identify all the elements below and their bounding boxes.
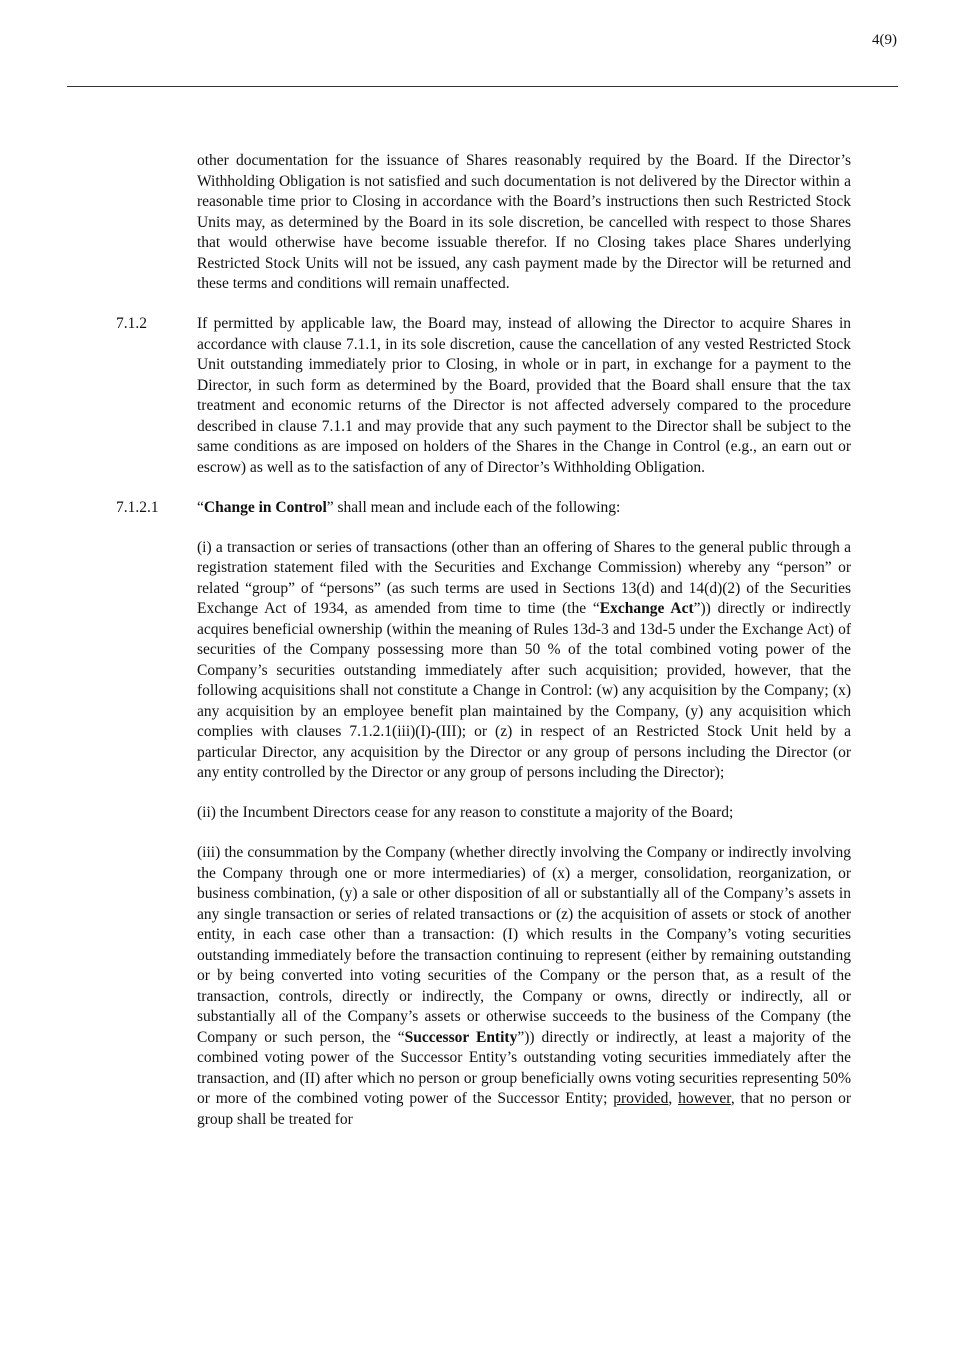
clause-heading: [197, 498, 851, 519]
page-number: 4(9): [872, 32, 897, 48]
defined-term-change-in-control: Change in Control: [203, 498, 327, 516]
sub-item-text: ”)) directly or indirectly acquires beneficial ownership (within the meaning of Rules 13d-3 and 13d-5 under the Exchange Act) of securities of the Company possessing more than 50 % of the total combined voting power of the Company’s securities outstanding immediately after such acquisition; provided, however, that the following acquisitions shall not constitute a Change in Control: (w) any acquisition by the Company; (x) any acquisition by an employee benefit plan maintained by the Company, (y) any acquisition which complies with clauses 7.1.2.1(iii)(I)-(III); or (z) in respect of an Restricted Stock Unit held by a particular Director, any acquisition by the Director or any group of persons including the Director (or any entity controlled by the Director or any group of persons including the Director);: [197, 600, 851, 781]
sub-item-ii: [197, 803, 851, 824]
clause-7-1-2-1: [116, 498, 851, 519]
sub-item-text: (ii) the Incumbent Directors cease for any reason to constitute a majority of the Board;: [197, 804, 734, 821]
clause-heading-rest: ” shall mean and include each of the following:: [326, 498, 621, 516]
open-quote: “: [197, 498, 204, 516]
sub-item-text: (i) a transaction or series of transactions (other than an offering of Shares to the general public through a registration statement filed with the Securities and Exchange Commission) whereby any “person” or related “group” of “persons” (as such terms are used in Sections 13(d) and 14(d)(2) of the Securities Exchange Act of 1934, as amended from time to time (the “: [197, 538, 851, 617]
header-divider: [67, 86, 898, 87]
clause-text: If permitted by applicable law, the Board may, instead of allowing the Director to acquire Shares in accordance with clause 7.1.1, in its sole discretion, cause the cancellation of any vested Restricted Stock Unit outstanding immediately prior to Closing, in whole or in part, in exchange for a payment to the Director, in such form as determined by the Board, provided that the Board shall ensure that the tax treatment and economic returns of the Director is not affected adversely compared to the procedure described in clause 7.1.1 and may provide that any such payment to the Director shall be subject to the same conditions as are imposed on holders of the Shares in the Change in Control (e.g., an earn out or escrow) as well as to the satisfaction of any of Director’s Withholding Obligation.: [197, 315, 851, 476]
continuation-paragraph: [197, 151, 851, 295]
clause-number: 7.1.2.1: [116, 498, 159, 516]
clause-7-1-2: [116, 314, 851, 478]
sub-item-i: [197, 538, 851, 784]
clause-number: 7.1.2: [116, 315, 147, 332]
sub-item-text: , that no person or group shall be treated for: [197, 1090, 852, 1128]
underlined-however: however: [678, 1090, 731, 1107]
sub-item-text: ”)) directly or indirectly, at least a majority of the combined voting power of the Successor Entity’s outstanding voting securities immediately after the transaction, and (II) after which no person or group beneficially owns voting securities representing 50% or more of the combined voting power of the Successor Entity;: [197, 1028, 851, 1107]
continuation-text: other documentation for the issuance of Shares reasonably required by the Board. If the Director’s Withholding Obligation is not satisfied and such documentation is not delivered by the Director within a reasonable time prior to Closing in accordance with the Board’s instructions then such Restricted Stock Units may, as determined by the Board in its sole discretion, be cancelled with respect to those Shares that would otherwise have become issuable therefor. If no Closing takes place Shares underlying Restricted Stock Units will not be issued, any cash payment made by the Director will be returned and these terms and conditions will remain unaffected.: [197, 152, 851, 292]
underlined-provided: provided: [613, 1090, 669, 1107]
sub-item-text: (iii) the consummation by the Company (whether directly involving the Company or indirectly involving the Company through one or more intermediaries) of (x) a merger, consolidation, reorganization, or business combination, (y) a sale or other disposition of all or substantially all of the Company’s assets in any single transaction or series of related transactions or (z) the acquisition of assets or stock of another entity, in each case other than a transaction: (I) which results in the Company’s voting securities outstanding immediately before the transaction continuing to represent (either by remaining outstanding or by being converted into voting securities of the Company or the person that, as a result of the transaction, controls, directly or indirectly, the Company or owns, directly or indirectly, all or substantially all of the Company’s assets or otherwise succeeds to the business of the Company (the Company or such person, the “: [197, 844, 851, 1046]
defined-term-successor-entity: Successor Entity: [404, 1028, 518, 1046]
sub-item-iii: [197, 843, 851, 1130]
separator: ,: [668, 1090, 679, 1107]
defined-term-exchange-act: Exchange Act: [599, 600, 694, 617]
document-body: [116, 151, 851, 1130]
